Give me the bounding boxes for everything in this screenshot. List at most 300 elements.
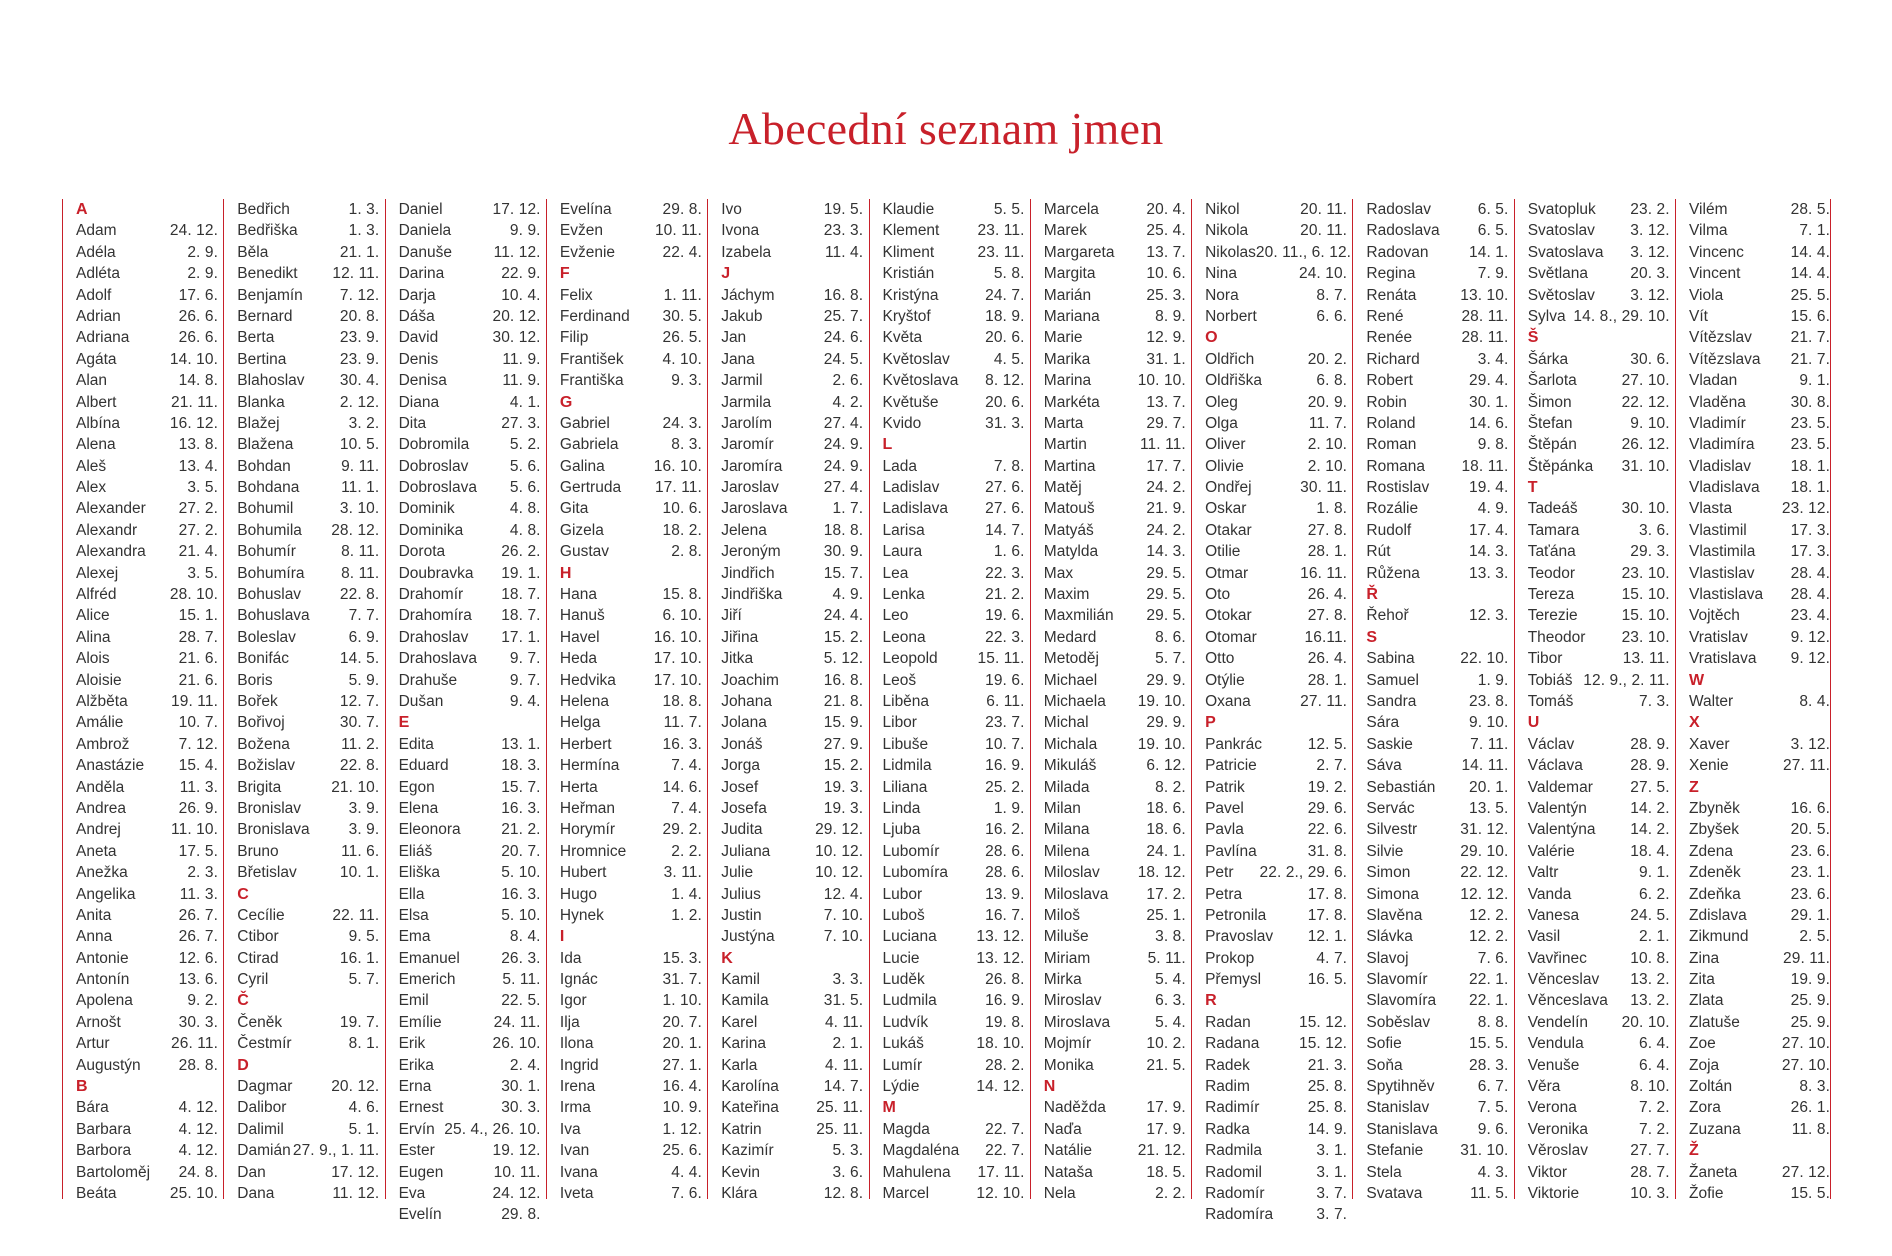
name-label: Ivana [559,1163,598,1181]
name-label: Bronislav [237,799,302,817]
name-entry [721,392,863,413]
name-day-date: 4. 6. [348,1099,380,1117]
name-entry [399,841,541,862]
name-day-date: 7. 6. [1477,949,1509,967]
name-day-date: 1. 9. [1477,671,1509,689]
name-entry [883,477,1025,498]
name-label: Blahoslav [237,372,305,390]
name-day-date: 5. 11. [1147,949,1186,967]
name-day-date: 15. 7. [823,564,864,582]
name-label: Šimon [1527,393,1572,411]
name-entry [399,242,541,263]
letter-heading: Z [1689,778,1699,796]
name-label: Pavla [1205,821,1244,839]
name-day-date: 4. 11. [824,1056,864,1074]
name-label: Zlata [1689,992,1724,1010]
name-day-date: 3. 9. [348,799,380,817]
name-entry [76,327,218,348]
name-label: Petr [1205,864,1234,882]
name-entry [1528,948,1670,969]
name-day-date: 2. 9. [187,243,218,261]
name-entry [237,862,379,883]
name-label: Iveta [559,1184,594,1202]
name-entry [1044,242,1186,263]
name-entry [1044,884,1186,905]
name-day-date: 25. 4. [1146,222,1186,240]
name-day-date: 5. 5. [993,201,1025,218]
name-day-date: 25. 9. [1790,992,1830,1010]
name-day-date: 17. 11. [654,479,702,497]
letter-heading: J [721,265,731,283]
name-day-date: 20. 12. [331,1078,380,1096]
name-day-date: 7. 2. [1639,1099,1670,1117]
name-day-date: 7. 12. [339,286,380,304]
name-day-date: 22. 3. [985,628,1025,646]
name-entry [1205,605,1347,626]
name-label: Svatoslava [1527,243,1604,261]
name-entry [1205,798,1347,819]
name-day-date: 4. 9. [1477,500,1509,518]
name-entry [1044,670,1186,691]
name-entry [1366,520,1508,541]
name-entry [1366,1119,1508,1140]
name-day-date: 9. 3. [671,372,702,390]
name-label: Josef [721,778,759,796]
name-label: Jáchym [721,286,775,304]
name-day-date: 10. 4. [501,286,541,304]
name-day-date: 19. 8. [985,1013,1025,1031]
name-entry [1044,1183,1186,1204]
name-entry [76,1119,218,1140]
name-label: Eugen [398,1163,444,1181]
name-entry [1366,370,1508,391]
name-label: Jan [721,329,747,347]
name-entry [1366,220,1508,241]
name-label: Štěpánka [1527,457,1594,475]
name-day-date: 29. 5. [1146,564,1186,582]
name-entry [76,520,218,541]
name-entry [76,285,218,306]
name-label: Radan [1205,1013,1251,1031]
name-day-date: 31. 8. [1307,842,1348,860]
name-day-date: 21. 6. [178,650,218,668]
name-entry [76,734,218,755]
name-label: Eliška [398,864,440,882]
name-label: Slavomíra [1366,992,1437,1010]
name-day-date: 6. 7. [1477,1078,1509,1096]
name-day-date: 31. 10. [1460,1142,1509,1160]
name-entry [1205,392,1347,413]
name-entry [1044,413,1186,434]
name-entry [1044,1097,1186,1118]
name-day-date: 12. 12. [1460,885,1509,903]
name-day-date: 1. 8. [1316,500,1348,518]
name-day-date: 17. 3. [1790,521,1830,539]
name-day-date: 10. 12. [815,842,864,860]
name-entry [1528,541,1670,562]
name-label: Marek [1043,222,1087,240]
name-label: Oldřiška [1205,372,1262,390]
name-day-date: 18. 12. [1137,864,1186,882]
name-label: Dušan [398,692,444,710]
name-day-date: 25. 4., 26. 10. [444,1120,541,1138]
name-day-date: 7. 12. [178,735,218,753]
name-entry [76,456,218,477]
name-entry [76,691,218,712]
name-day-date: 19. 9. [1790,971,1830,989]
name-day-date: 19. 11. [171,692,218,710]
name-day-date: 9. 12. [1790,628,1830,646]
name-day-date: 6. 9. [348,628,380,646]
name-label: Slavěna [1366,906,1423,924]
name-label: Šárka [1527,350,1569,368]
name-entry [1689,926,1830,947]
name-day-date: 13. 12. [976,928,1025,946]
name-entry [399,563,541,584]
name-day-date: 17. 7. [1146,457,1186,475]
name-day-date: 23. 2. [1630,201,1670,218]
name-label: Gustav [559,543,609,561]
name-label: Bartoloměj [76,1163,151,1181]
name-day-date: 25. 8. [1307,1078,1348,1096]
name-label: Zoe [1689,1035,1716,1053]
name-entry [76,563,218,584]
name-label: Bedřiška [237,222,298,240]
name-entry [1205,969,1347,990]
name-entry [399,969,541,990]
name-day-date: 13. 2. [1630,992,1670,1010]
name-day-date: 22. 9. [501,265,541,283]
name-label: Helena [559,692,610,710]
name-label: Jorga [721,757,760,775]
name-label: Mikuláš [1043,757,1097,775]
name-entry [76,712,218,733]
name-entry [560,242,702,263]
name-day-date: 10. 6. [662,500,702,518]
name-label: Dáša [398,307,435,325]
name-label: Václav [1527,735,1575,753]
name-label: Valdemar [1527,778,1593,796]
name-day-date: 14. 3. [1469,543,1509,561]
name-entry [76,584,218,605]
name-entry [237,605,379,626]
letter-heading: Č [237,992,249,1010]
name-day-date: 27. 11. [1300,692,1348,710]
name-label: Emil [398,992,429,1010]
name-label: Mojmír [1043,1035,1092,1053]
name-label: Daniela [398,222,452,240]
name-day-date: 28. 7. [178,628,218,646]
name-day-date: 26. 7. [178,906,218,924]
name-label: Dobroslava [398,479,477,497]
name-entry [1366,712,1508,733]
name-label: Otilie [1205,543,1241,561]
name-day-date: 3. 5. [187,479,218,497]
name-label: Jakub [721,307,763,325]
name-day-date: 30. 8. [1790,393,1830,411]
name-entry [1689,691,1830,712]
name-entry [1689,327,1830,348]
name-day-date: 15. 10. [1621,586,1670,604]
name-day-date: 2. 8. [671,543,702,561]
name-label: Vladimíra [1689,436,1755,454]
name-label: Vratislav [1689,628,1748,646]
name-day-date: 21. 3. [1307,1056,1348,1074]
name-label: Stefanie [1366,1142,1424,1160]
name-day-date: 15. 3. [662,949,702,967]
name-entry [1528,627,1670,648]
name-label: Milada [1043,778,1090,796]
name-day-date: 22. 6. [1307,821,1348,839]
name-entry [76,798,218,819]
name-label: Theodor [1527,628,1586,646]
name-label: Justýna [721,928,775,946]
name-entry [721,242,863,263]
name-day-date: 12. 9., 2. 11. [1583,671,1670,689]
name-label: Nikolas [1205,243,1256,261]
name-day-date: 14. 1. [1469,243,1509,261]
name-label: Sáva [1366,757,1402,775]
name-entry [237,563,379,584]
name-label: Květoslava [882,372,959,390]
name-day-date: 29. 1. [1790,906,1830,924]
name-day-date: 14. 4. [1790,243,1830,261]
name-label: Ervín [398,1120,435,1138]
name-entry [237,327,379,348]
name-day-date: 18. 1. [1790,479,1830,497]
name-entry [1689,734,1830,755]
name-label: Marika [1043,350,1091,368]
name-label: Blanka [237,393,285,411]
name-entry [1528,1140,1670,1161]
name-day-date: 12. 2. [1469,906,1509,924]
name-entry [1689,948,1830,969]
name-day-date: 28. 8. [178,1056,218,1074]
name-day-date: 1. 2. [671,906,702,924]
name-day-date: 4. 4. [671,1163,702,1181]
name-label: Bohuslava [237,607,310,625]
name-entry [1528,199,1670,220]
name-day-date: 6. 6. [1316,307,1348,325]
name-day-date: 7. 5. [1477,1099,1509,1117]
name-entry [1044,948,1186,969]
name-column [385,199,541,1224]
name-label: Milena [1043,842,1090,860]
name-day-date: 3. 8. [1155,928,1186,946]
name-entry [560,349,702,370]
name-entry [399,926,541,947]
name-label: Radomil [1205,1163,1262,1181]
name-label: Rudolf [1366,521,1412,539]
name-entry [883,841,1025,862]
name-label: Metoděj [1043,650,1099,668]
name-entry [1528,584,1670,605]
name-day-date: 20. 9. [1307,393,1348,411]
name-day-date: 24. 2. [1146,521,1186,539]
name-label: Světlana [1527,265,1589,283]
name-day-date: 22. 12. [1621,393,1670,411]
name-label: Oxana [1205,692,1251,710]
name-day-date: 14. 2. [1630,799,1670,817]
name-entry [560,777,702,798]
name-day-date: 24. 9. [823,457,864,475]
name-entry [1366,1076,1508,1097]
name-entry [721,306,863,327]
name-entry [1044,541,1186,562]
name-label: Anna [76,928,113,946]
name-entry [883,520,1025,541]
name-label: Jaromíra [721,457,783,475]
name-entry [721,755,863,776]
name-day-date: 10. 6. [1146,265,1186,283]
name-day-date: 29. 8. [662,201,702,218]
name-day-date: 23. 8. [1469,692,1509,710]
name-entry [1689,456,1830,477]
name-label: Soňa [1366,1056,1403,1074]
name-label: Bořivoj [237,714,285,732]
name-entry [560,905,702,926]
name-label: Lucie [882,949,920,967]
name-label: Řehoř [1366,607,1409,625]
name-day-date: 14. 11. [1461,757,1509,775]
name-entry [237,1033,379,1054]
name-entry [1044,392,1186,413]
name-label: Štěpán [1527,436,1577,454]
name-label: Artur [76,1035,110,1053]
name-entry [237,370,379,391]
name-day-date: 15. 6. [1790,307,1830,325]
name-day-date: 16. 7. [985,906,1025,924]
name-day-date: 11. 1. [341,479,380,497]
name-entry [399,413,541,434]
name-entry [1528,969,1670,990]
name-day-date: 9. 4. [509,692,541,710]
name-entry [1044,755,1186,776]
name-day-date: 28. 6. [985,864,1025,882]
name-label: Sofie [1366,1035,1402,1053]
name-day-date: 16.11. [1304,628,1348,646]
name-entry [1044,926,1186,947]
name-label: Vincenc [1689,243,1744,261]
name-label: Justin [721,906,762,924]
name-label: Lumír [882,1056,923,1074]
name-day-date: 20. 1. [662,1035,702,1053]
name-day-date: 17. 3. [1790,543,1830,561]
name-entry [1528,263,1670,284]
name-label: Drahomíra [398,607,472,625]
name-day-date: 17. 5. [178,842,218,860]
name-label: Bořek [237,692,278,710]
name-label: Věra [1527,1078,1561,1096]
name-label: Anita [76,906,112,924]
name-label: Marcel [882,1184,930,1202]
name-entry [560,541,702,562]
letter-heading: P [1205,714,1216,732]
name-entry [76,948,218,969]
name-entry [76,370,218,391]
name-day-date: 18. 4. [1630,842,1670,860]
letter-heading: Ř [1366,586,1378,604]
name-label: Lea [882,564,909,582]
name-label: Dan [237,1163,266,1181]
name-day-date: 18. 7. [501,586,541,604]
name-entry [883,1119,1025,1140]
name-label: Marián [1043,286,1092,304]
name-label: Dobroslav [398,457,469,475]
name-label: Radka [1205,1120,1250,1138]
name-day-date: 17. 8. [1307,885,1348,903]
name-entry [1528,798,1670,819]
name-entry [721,349,863,370]
name-day-date: 15. 8. [662,586,702,604]
name-entry [1689,1119,1830,1140]
letter-heading: S [1366,628,1378,646]
name-label: Svatopluk [1527,201,1596,218]
name-entry [883,627,1025,648]
name-day-date: 26. 1. [1790,1099,1830,1117]
name-label: Dagmar [237,1078,293,1096]
name-entry [1366,819,1508,840]
name-day-date: 17. 2. [1146,885,1186,903]
name-label: Drahuše [398,671,458,689]
name-label: Filip [559,329,589,347]
name-label: Erik [398,1035,426,1053]
name-label: Adolf [76,286,112,304]
name-label: Ema [398,928,431,946]
name-label: Angelika [76,885,136,903]
name-entry [883,712,1025,733]
name-entry [721,1162,863,1183]
name-day-date: 19. 3. [823,778,864,796]
name-day-date: 22. 5. [501,992,541,1010]
name-day-date: 6. 12. [1146,757,1186,775]
name-entry [237,541,379,562]
name-day-date: 2. 1. [1639,928,1670,946]
name-label: Emerich [398,971,456,989]
name-entry [399,1204,541,1225]
name-label: Doubravka [398,564,474,582]
name-entry [237,819,379,840]
name-day-date: 14. 3. [1146,543,1186,561]
name-label: Damián [237,1142,291,1160]
name-day-date: 7. 10. [823,906,864,924]
name-entry [237,349,379,370]
name-entry [1366,498,1508,519]
name-day-date: 20. 2. [1307,350,1348,368]
name-day-date: 8. 12. [985,372,1025,390]
name-entry [883,819,1025,840]
name-label: Naďa [1043,1120,1082,1138]
name-day-date: 20. 11., 6. 12. [1255,243,1352,261]
name-entry [1689,884,1830,905]
name-entry [1205,627,1347,648]
name-label: Růžena [1366,564,1420,582]
name-entry [237,498,379,519]
name-entry [721,413,863,434]
name-day-date: 30. 3. [501,1099,541,1117]
name-entry [399,777,541,798]
name-entry [237,670,379,691]
name-day-date: 8. 1. [348,1035,380,1053]
name-label: Veronika [1527,1120,1589,1138]
name-entry [1044,819,1186,840]
name-day-date: 25. 7. [823,307,864,325]
name-entry [1528,1162,1670,1183]
name-entry [883,734,1025,755]
name-label: Alice [76,607,110,625]
name-label: Lidmila [882,757,932,775]
name-entry [560,413,702,434]
